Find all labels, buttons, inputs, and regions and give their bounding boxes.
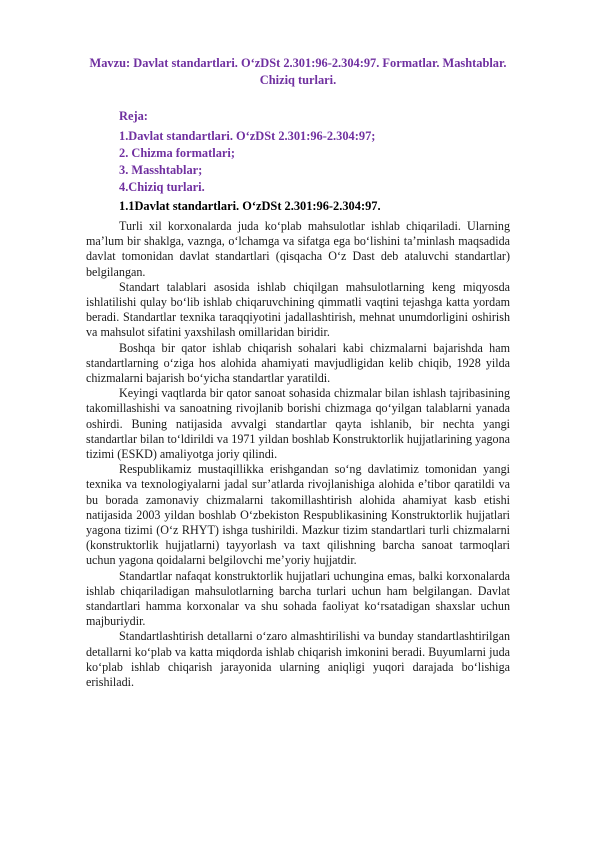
plan-list (119, 108, 539, 196)
paragraph: Respublikamiz mustaqillikka erishgandan so‘ng davlatimiz tomonidan yangi texnika va texnologiyalarni jadal sur’atlarda rivojlanishiga alohida e’tibor qaratildi va bu borada zamonaviy chizmalarni takomillashtirish alohida ahamiyat kasb etishi natijasida 2003 yildan boshlab O‘zbekiston Respublikasining Konstruktorlik hujjatlari yagona tizimi (O‘z RHYT) ishga tushirildi. Mazkur tizim standartlari turli chizmalarni (konstruktorlik hujjatlarni) tayyorlash va taxt qilishning barcha sanoat tarmoqlari uchun yagona qoidalarni belgilovchi me’yoriy hujjatdir. (86, 462, 510, 568)
plan-item: 3. Masshtablar; (119, 163, 203, 177)
plan-item: 2. Chizma formatlari; (119, 146, 235, 160)
page-title (88, 55, 508, 89)
plan-item: 4.Chiziq turlari. (119, 180, 205, 194)
title-text: Davlat standartlari. O‘zDSt 2.301:96-2.304:97. Formatlar. Mashtablar. Chiziq turlari. (133, 56, 507, 87)
title-label: Mavzu: (89, 56, 131, 70)
paragraph: Standartlashtirish detallarni o‘zaro almashtirilishi va bunday standartlashtirilgan detallarni ko‘plab va katta miqdorda ishlab chiqarish imkonini beradi. Buyumlarni juda ko‘plab ishlab chiqarish jarayonida ularning aniqligi yuqori darajada bo‘lishiga erishiladi. (86, 629, 510, 690)
paragraph: Standartlar nafaqat konstruktorlik hujjatlari uchungina emas, balki korxonalarda ishlab chiqariladigan mahsulotlarning barcha turlari uchun ham belgilangan. Davlat standartlari hamma korxonalar va shu sohada faoliyat ko‘rsatadigan shaxslar uchun majburiydir. (86, 568, 510, 629)
paragraph: Standart talablari asosida ishlab chiqilgan mahsulotlarning keng miqyosda ishlatilishi qulay bo‘lib ishlab chiqaruvchining qimmatli vaqtini tejashga katta yordam beradi. Standartlar texnika taraqqiyotini jadallashtirish, mehnat unumdorligini oshirish va mahsulot sifatini yaxshilash omillaridan biridir. (86, 279, 510, 340)
body-text (86, 219, 510, 690)
plan-item: 1.Davlat standartlari. O‘zDSt 2.301:96-2.304:97; (119, 129, 376, 143)
paragraph: Keyingi vaqtlarda bir qator sanoat sohasida chizmalar bilan ishlash tajribasining takomillashishi va sanoatning rivojlanib borishi chizmaga qo‘yilgan talablarni yanada oshirdi. Buning natijasida avvalgi standartlar qayta ishlanib, bir nechta yangi standartlar bilan to‘ldirildi va 1971 yildan boshlab Konstruktorlik hujjatlarining yagona tizimi (ESKD) amaliyotga joriy qilindi. (86, 386, 510, 462)
paragraph: Turli xil korxonalarda juda ko‘plab mahsulotlar ishlab chiqariladi. Ularning ma’lum bir shaklga, vaznga, o‘lchamga va sifatga ega bo‘lishini ta’minlash maqsadida davlat tomonidan davlat standartlari (qisqacha O‘z Dast deb ataluvchi standartlar) belgilangan. (86, 219, 510, 279)
paragraph: Boshqa bir qator ishlab chiqarish sohalari kabi chizmalarni bajarishda ham standartlarning o‘ziga hos alohida ahamiyati mavjudligidan kelib chiqib, 1928 yilda chizmalarni bajarish bo‘yicha standartlar yaratildi. (86, 340, 510, 386)
plan-heading: Reja: (119, 109, 148, 123)
section-heading: 1.1Davlat standartlari. O‘zDSt 2.301:96-2.304:97. (119, 199, 381, 213)
